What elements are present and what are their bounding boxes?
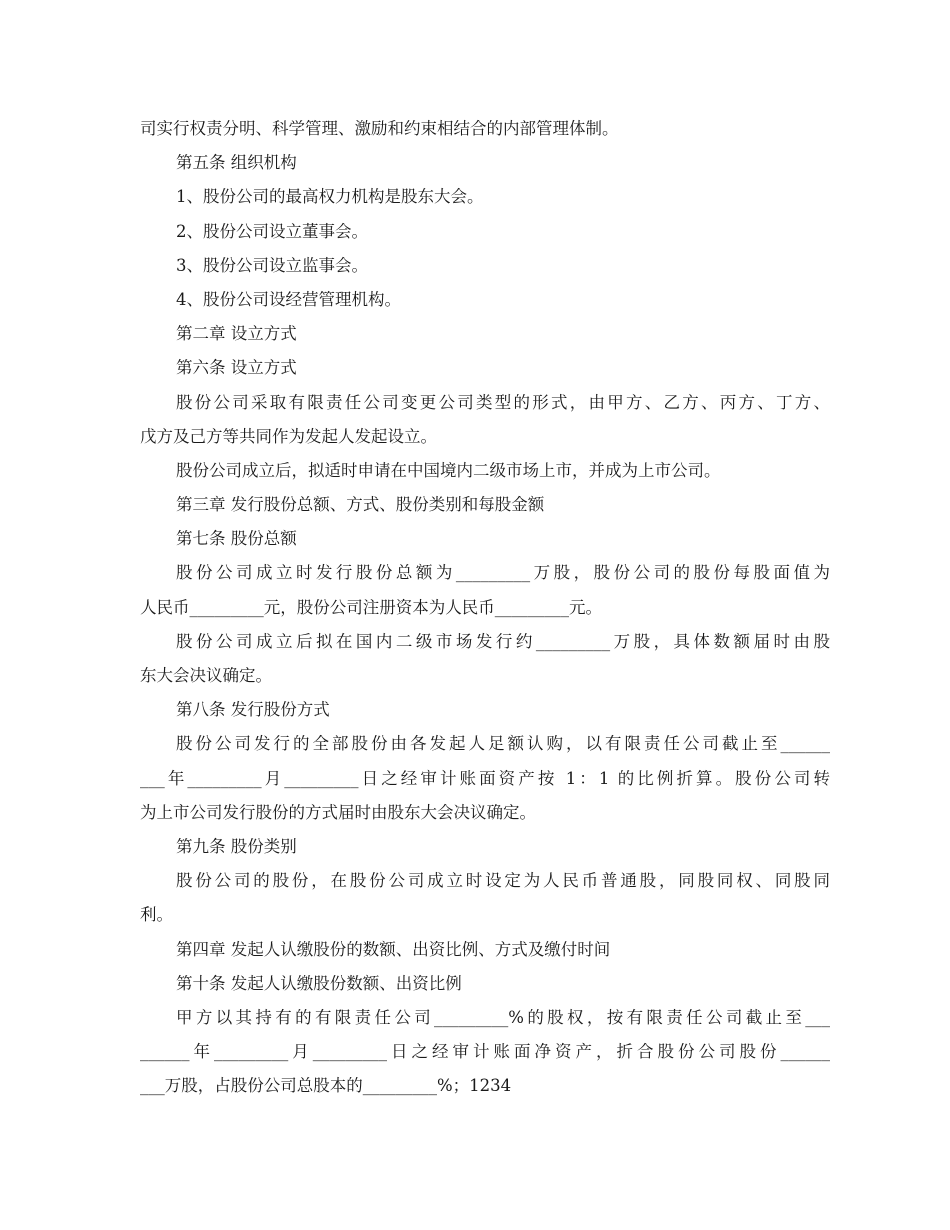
document-line: 戊方及己方等共同作为发起人发起设立。	[140, 426, 437, 446]
document-line: 股份公司成立时发行股份总额为_________万股，股份公司的股份每股面值为	[176, 563, 830, 583]
document-line: 第二章 设立方式	[176, 324, 297, 344]
document-line: 第七条 股份总额	[176, 529, 297, 549]
document-line: ___万股，占股份公司总股本的_________%；1234	[140, 1076, 512, 1096]
document-line: 人民币_________元，股份公司注册资本为人民币_________元。	[140, 597, 602, 617]
document-line: 第五条 组织机构	[176, 153, 297, 173]
document-line: 第四章 发起人认缴股份的数额、出资比例、方式及缴付时间	[176, 939, 611, 959]
document-line: ___年_________月_________日之经审计账面资产按 1：1 的比例折算。股份公司转	[140, 768, 830, 788]
document-line: 股份公司成立后，拟适时申请在中国境内二级市场上市，并成为上市公司。	[176, 460, 721, 480]
document-line: 股份公司采取有限责任公司变更公司类型的形式，由甲方、乙方、丙方、丁方、	[176, 392, 830, 412]
document-line: 股份公司发行的全部股份由各发起人足额认购，以有限责任公司截止至______	[176, 734, 830, 754]
document-line: 第八条 发行股份方式	[176, 700, 330, 720]
document-line: ______年_________月_________日之经审计账面净资产，折合股份公司股份______	[140, 1042, 830, 1062]
document-line: 利。	[140, 905, 173, 925]
document-line: 第十条 发起人认缴股份数额、出资比例	[176, 973, 462, 993]
document-line: 2、股份公司设立董事会。	[176, 221, 368, 241]
document-line: 3、股份公司设立监事会。	[176, 255, 368, 275]
document-line: 第三章 发行股份总额、方式、股份类别和每股金额	[176, 495, 545, 515]
document-line: 甲方以其持有的有限责任公司_________%的股权，按有限责任公司截止至___	[176, 1007, 830, 1027]
document-line: 4、股份公司设经营管理机构。	[176, 289, 401, 309]
document-line: 司实行权责分明、科学管理、激励和约束相结合的内部管理体制。	[140, 119, 619, 138]
document-body	[140, 112, 830, 1103]
document-line: 股份公司的股份，在股份公司成立时设定为人民币普通股，同股同权、同股同	[176, 871, 830, 891]
document-line: 第九条 股份类别	[176, 836, 297, 856]
document-line: 1、股份公司的最高权力机构是股东大会。	[176, 187, 484, 207]
document-line: 东大会决议确定。	[140, 666, 272, 685]
document-line: 股份公司成立后拟在国内二级市场发行约_________万股，具体数额届时由股	[176, 631, 830, 651]
document-line: 第六条 设立方式	[176, 358, 297, 378]
document-line: 为上市公司发行股份的方式届时由股东大会决议确定。	[140, 802, 536, 822]
